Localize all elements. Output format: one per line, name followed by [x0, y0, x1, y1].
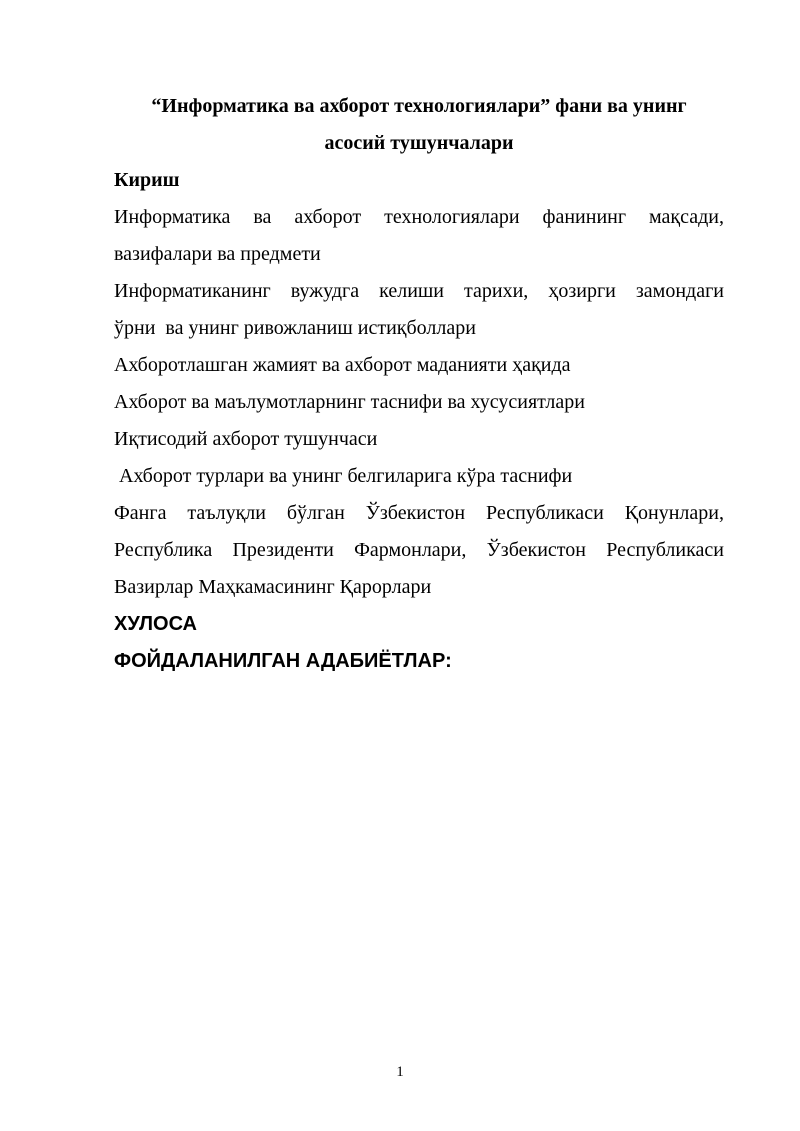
- outline-item-information-society-line-1: Ахборотлашган жамият ва ахборот маданияти ҳақида: [114, 354, 571, 376]
- outline-item-data-classification: [114, 384, 724, 421]
- outline-item-history: [114, 273, 724, 347]
- outline-item-economic-information-line-1: Иқтисодий ахборот тушунчаси: [114, 428, 378, 450]
- outline-item-laws-line-1: Фанга таълуқли бўлган Ўзбекистон Республикаси Қонунлари,: [114, 502, 724, 524]
- outline-item-laws-line-3: Вазирлар Маҳкамасининг Қарорлари: [114, 576, 432, 598]
- title-line-2: асосий тушунчалари: [324, 132, 514, 154]
- outline-item-information-types-line-1: Ахборот турлари ва унинг белгиларига кўра таснифи: [114, 465, 573, 487]
- document-content: [114, 88, 724, 680]
- outline-item-history-line-2: ўрни ва унинг ривожланиш истиқболлари: [114, 317, 476, 339]
- outline-item-goals: [114, 199, 724, 273]
- intro-heading: Кириш: [114, 169, 180, 191]
- outline-item-laws-line-2: Республика Президенти Фармонлари, Ўзбекистон Республикаси: [114, 539, 724, 561]
- outline-item-goals-line-1: Информатика ва ахборот технологиялари фанининг мақсади,: [114, 206, 724, 228]
- page-number: 1: [396, 1064, 404, 1080]
- conclusion-heading: ХУЛОСА: [114, 613, 197, 635]
- references-heading: ФОЙДАЛАНИЛГАН АДАБИЁТЛАР:: [114, 650, 452, 672]
- document-title: [114, 88, 724, 162]
- outline-item-goals-line-2: вазифалари ва предмети: [114, 243, 321, 265]
- outline-item-history-line-1: Информатиканинг вужудга келиши тарихи, ҳозирги замондаги: [114, 280, 724, 302]
- outline-item-information-society: [114, 347, 724, 384]
- outline-item-laws: [114, 495, 724, 606]
- outline-item-information-types: [114, 458, 724, 495]
- outline-item-economic-information: [114, 421, 724, 458]
- outline-item-data-classification-line-1: Ахборот ва маълумотларнинг таснифи ва хусусиятлари: [114, 391, 585, 413]
- title-line-1: “Информатика ва ахборот технологиялари” фани ва унинг: [151, 95, 687, 117]
